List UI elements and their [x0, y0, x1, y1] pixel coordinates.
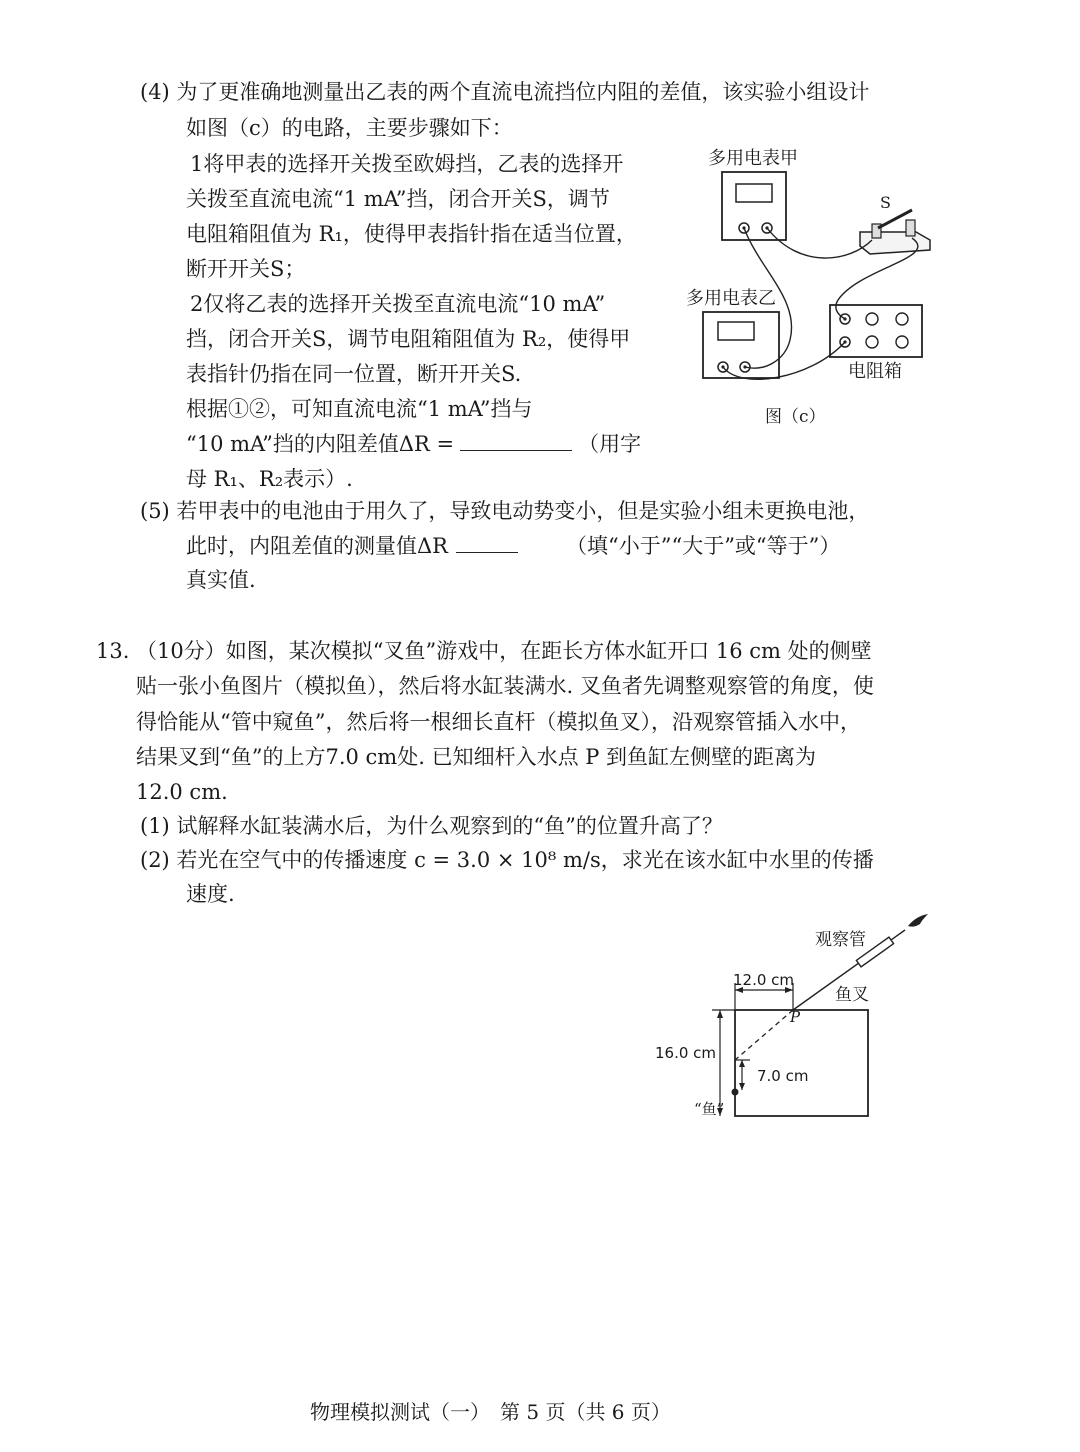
q12-part5-blank[interactable]	[456, 534, 518, 553]
switch-label: S	[880, 193, 891, 212]
switch-post-right	[906, 220, 915, 236]
width-label: 12.0 cm	[733, 971, 795, 989]
q13-sub2-line-2: 速度.	[186, 882, 235, 906]
q13-line-2: 贴一张小鱼图片（模拟鱼），然后将水缸装满水. 叉鱼者先调整观察管的角度，使	[136, 674, 874, 698]
q13-number: 13.	[96, 639, 130, 663]
resistor-box-body	[830, 305, 922, 357]
q12-part5-options: （填“小于”“大于”或“等于”）	[565, 534, 841, 558]
meter-b-label: 多用电表乙	[686, 288, 776, 309]
point-p-label: P	[790, 1008, 801, 1026]
q12-step-line-3: 电阻箱阻值为 R₁，使得甲表指针指在适当位置，	[186, 222, 637, 246]
refracted-dashed-line	[735, 1010, 793, 1060]
q12-step-line-4: 断开开关S；	[186, 257, 306, 281]
q13-line-4: 结果叉到“鱼”的上方7.0 cm处. 已知细杆入水点 P 到鱼缸左侧壁的距离为	[136, 745, 817, 769]
offset-label: 7.0 cm	[757, 1067, 809, 1085]
q12-part4-line-1: (4) 为了更准确地测量出乙表的两个直流电流挡位内阻的差值，该实验小组设计	[140, 80, 870, 104]
depth-label: 16.0 cm	[655, 1044, 717, 1062]
q13-line-1: （10分）如图，某次模拟“叉鱼”游戏中，在距长方体水缸开口 16 cm 处的侧壁	[136, 639, 872, 663]
wire-a-to-switch	[767, 228, 872, 258]
q12-answer-suffix: （用字	[578, 432, 642, 456]
q12-part4-line-2: 如图（c）的电路，主要步骤如下：	[186, 116, 513, 140]
meter-a-label: 多用电表甲	[708, 148, 798, 169]
q12-part5-line-3: 真实值.	[186, 568, 256, 592]
q13-line-5: 12.0 cm.	[136, 780, 228, 804]
fish-point	[732, 1089, 739, 1096]
figure-c-caption: 图（c）	[765, 407, 826, 427]
q12-step-line-5: 2仅将乙表的选择开关拨至直流电流“10 mA”	[190, 292, 606, 316]
q12-step-line-7: 表指针仍指在同一位置，断开开关S.	[186, 362, 522, 386]
q13-line-3: 得恰能从“管中窥鱼”，然后将一根细长直杆（模拟鱼叉），沿观察管插入水中，	[136, 710, 861, 734]
meter-b-screen	[718, 322, 754, 340]
tank-body	[735, 1010, 868, 1116]
page-footer: 物理模拟测试（一） 第 5 页（共 6 页）	[310, 1400, 671, 1424]
q12-step-line-2: 关拨至直流电流“1 mA”挡，闭合开关S，调节	[186, 187, 610, 211]
q12-answer-prefix: “10 mA”挡的内阻差值ΔR =	[186, 432, 455, 456]
q13-sub2-line-1: (2) 若光在空气中的传播速度 c = 3.0 × 10⁸ m/s，求光在该水缸中水里的传播	[140, 848, 874, 872]
q12-part5-line-2	[186, 532, 840, 560]
resistor-box-label: 电阻箱	[848, 361, 902, 382]
q12-step-line-8: 根据①②，可知直流电流“1 mA”挡与	[186, 397, 533, 421]
q13-sub1: (1) 试解释水缸装满水后，为什么观察到的“鱼”的位置升高了？	[140, 814, 723, 838]
q12-answer-end: 母 R₁、R₂表示）.	[186, 467, 353, 491]
q12-step-line-1: 1将甲表的选择开关拨至欧姆挡，乙表的选择开	[190, 152, 624, 176]
meter-a-body	[722, 172, 786, 240]
q12-part5-line-1: (5) 若甲表中的电池由于用久了，导致电动势变小，但是实验小组未更换电池，	[140, 499, 870, 523]
switch-base	[860, 232, 930, 254]
wire-b-to-box	[723, 342, 845, 379]
q12-part5-text: 此时，内阻差值的测量值ΔR	[186, 534, 448, 558]
q12-step-line-6: 挡，闭合开关S，调节电阻箱阻值为 R₂，使得甲	[186, 327, 631, 351]
tube-label: 观察管	[815, 930, 866, 950]
meter-a-screen	[736, 184, 772, 202]
fish-label: “鱼”	[694, 1100, 725, 1118]
spear-label: 鱼叉	[835, 985, 869, 1005]
eye-icon	[908, 914, 928, 927]
